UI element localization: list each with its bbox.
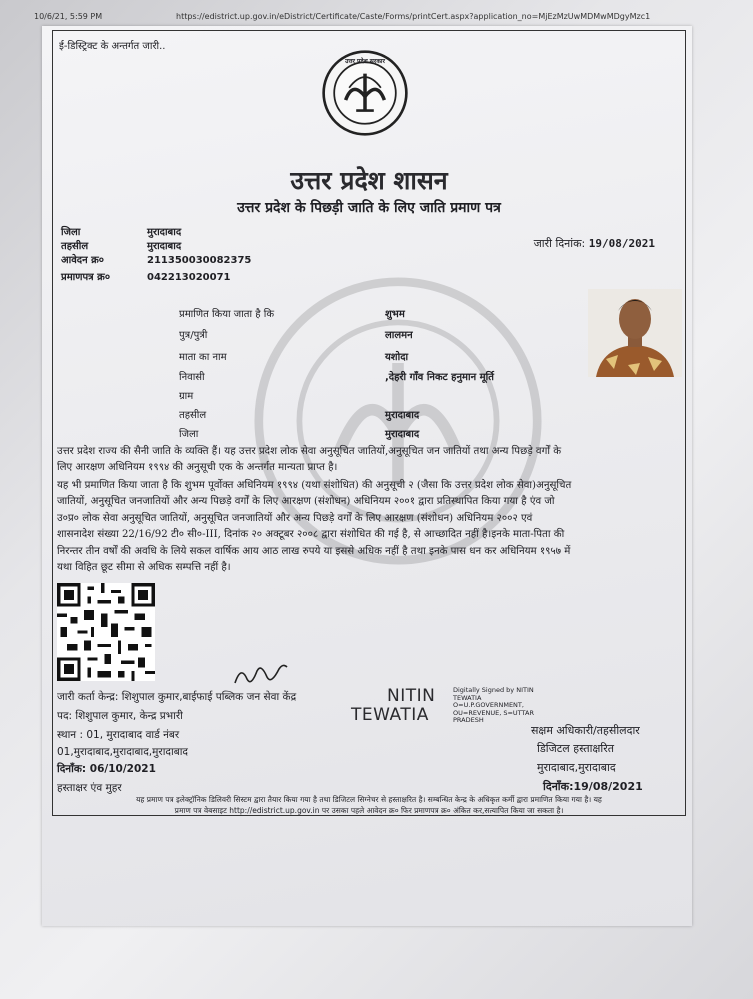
paragraph-line: यह भी प्रमाणित किया जाता है कि शुभम पूर्वोक्त अधिनियम १९९४ (यथा संशोधित) की अनुसूची २ (जैसा कि उत्तर प्रदेश लोक सेवा)अनुसूचित: [57, 480, 572, 491]
meta-value: 042213020071: [147, 272, 231, 283]
sign-and-seal: हस्ताक्षर एंव मुहर: [57, 782, 122, 794]
paragraph-line: शासनादेश संख्या 22/16/92 टी० सी०-III, दिनांक २० अक्टूबर २००८ द्वारा संशोधित की गई है, से आच्छादित नहीं है।इनके माता-पिता की: [57, 529, 565, 541]
signer-last-name: TEWATIA: [351, 705, 429, 725]
meta-value: 211350030082375: [147, 255, 252, 266]
paragraph-line: उत्तर प्रदेश राज्य की सैनी जाति के व्यक्ति हैं। यह उत्तर प्रदेश लोक सेवा अनुसूचित जातियों,अनुसूचित जन जातियों तथा अन्य पिछड़े वर्गों के: [57, 446, 562, 457]
signature-details: Digitally Signed by NITIN TEWATIA O=U.P.GOVERNMENT, OU=REVENUE, S=UTTAR PRADESH: [453, 686, 534, 724]
field-label-child-of: पुत्र/पुत्री: [179, 330, 208, 341]
field-value-father: लालमन: [385, 330, 413, 341]
paragraph-line: लिए आरक्षण अधिनियम १९९४ की अनुसूची एक के अन्तर्गत मान्यता प्राप्त है।: [57, 462, 338, 474]
meta-row-district: [61, 224, 181, 238]
certificate-subtitle: उत्तर प्रदेश के पिछड़ी जाति के लिए जाति प्रमाण पत्र: [237, 200, 501, 216]
meta-row-certificate-no: [61, 269, 231, 283]
authority-date: दिनाँक:19/08/2021: [543, 780, 643, 793]
meta-value: मुरादाबाद: [147, 227, 182, 238]
field-label-resident: निवासी: [179, 372, 205, 383]
paragraph-line: यथा विहित छूट सीमा से अधिक सम्पत्ति नहीं है।: [57, 562, 231, 574]
authority-digital-signed: डिजिटल हस्ताक्षरित: [537, 742, 614, 755]
issue-date: [534, 236, 655, 251]
meta-label: तहसील: [61, 241, 89, 252]
field-label-certified: प्रमाणित किया जाता है कि: [179, 309, 275, 320]
authority-location: मुरादाबाद,मुरादाबाद: [537, 761, 616, 774]
digital-signature-stamp: [351, 686, 534, 725]
qr-code: [57, 583, 155, 681]
eligibility-paragraph-1: [57, 444, 681, 477]
meta-value: मुरादाबाद: [147, 241, 182, 252]
issue-date-value: 19/08/2021: [588, 237, 655, 250]
paragraph-line: निरन्तर तीन वर्षों की अवधि के लिये सकल वार्षिक आय आठ लाख रुपये या इससे अधिक नहीं है तथा इनके पास धन कर अधिनियम १९५७ में: [57, 545, 571, 557]
issuer-address: 01,मुरादाबाद,मुरादाबाद,मुरादाबाद: [57, 746, 189, 758]
handwritten-signature: [231, 661, 291, 691]
meta-label: प्रमाणपत्र क्र०: [61, 272, 111, 283]
field-label-mother: माता का नाम: [179, 352, 227, 363]
certificate-frame: [52, 30, 686, 816]
meta-label: आवेदन क्र०: [61, 255, 105, 266]
field-value-tehsil: मुरादाबाद: [385, 410, 420, 421]
issuer-center: जारी कर्ता केन्द्र: शिशुपाल कुमार,बाईफाई पब्लिक जन सेवा केंद्र: [57, 691, 297, 703]
issued-under-note: ई-डिस्ट्रिक्ट के अन्तर्गत जारी..: [59, 41, 166, 52]
field-value-address: ,देहरी गाँव निकट हनुमान मूर्ति: [385, 372, 494, 383]
meta-row-application-no: [61, 252, 251, 266]
field-label-tehsil: तहसील: [179, 410, 207, 421]
print-url: https://edistrict.up.gov.in/eDistrict/Certificate/Caste/Forms/printCert.aspx?application_no=MjEzMzUwMDMwMDgyMzc1: [176, 12, 651, 21]
field-label-district: जिला: [179, 429, 199, 440]
field-value-district: मुरादाबाद: [385, 429, 420, 440]
paragraph-line: जातियों, अनुसूचित जनजातियों और अन्य पिछड़े वर्गों के लिए आरक्षण (संशोधन) अधिनियम २००१ द्वारा प्रतिस्थापित किया गया है एंव जो: [57, 496, 555, 508]
meta-row-tehsil: [61, 238, 181, 252]
field-value-mother: यशोदा: [385, 352, 409, 363]
field-value-name: शुभम: [385, 309, 405, 320]
applicant-photo: [588, 289, 682, 377]
print-datetime: 10/6/21, 5:59 PM: [34, 12, 103, 21]
footer-note-line-2: प्रमाण पत्र वेबसाइट http://edistrict.up.gov.in पर उसका पहले आवेदन क्र० फिर प्रमाणपत्र क्र० अंकित कर,सत्यापित किया जा सकता है।: [174, 806, 564, 815]
issue-date-label: जारी दिनांक:: [533, 237, 586, 250]
authority-title: सक्षम अधिकारी/तहसीलदार: [531, 724, 640, 737]
field-label-village: ग्राम: [179, 391, 194, 402]
eligibility-paragraph-2: [57, 478, 681, 576]
paragraph-line: उ०प्र० लोक सेवा अनुसूचित जातियों, अनुसूचित जनजातियों और अन्य पिछड़े वर्गों के लिए आरक्षण (संशोधन) अधिनियम २००२ एवं: [57, 512, 533, 524]
footer-note-line-1: यह प्रमाण पत्र इलेक्ट्रॉनिक डिलिवरी सिस्टम द्वारा तैयार किया गया है तथा डिजिटल सिग्नेचर से हस्ताक्षरित है। सम्बन्धित केन्द्र के अधिकृत कर्मी द्वारा प्रमाणित किया गया है। यह: [136, 795, 602, 804]
issuer-place: स्थान : 01, मुरादाबाद वार्ड नंबर: [57, 729, 180, 741]
issuer-date: दिनाँक: 06/10/2021: [57, 763, 156, 775]
signer-first-name: NITIN: [387, 686, 436, 706]
issuer-designation: पद: शिशुपाल कुमार, केन्द्र प्रभारी: [57, 710, 183, 722]
meta-label: जिला: [61, 227, 81, 238]
emblem-text: उत्तर प्रदेश सरकार: [345, 58, 385, 65]
certificate-title: उत्तर प्रदेश शासन: [290, 166, 448, 195]
